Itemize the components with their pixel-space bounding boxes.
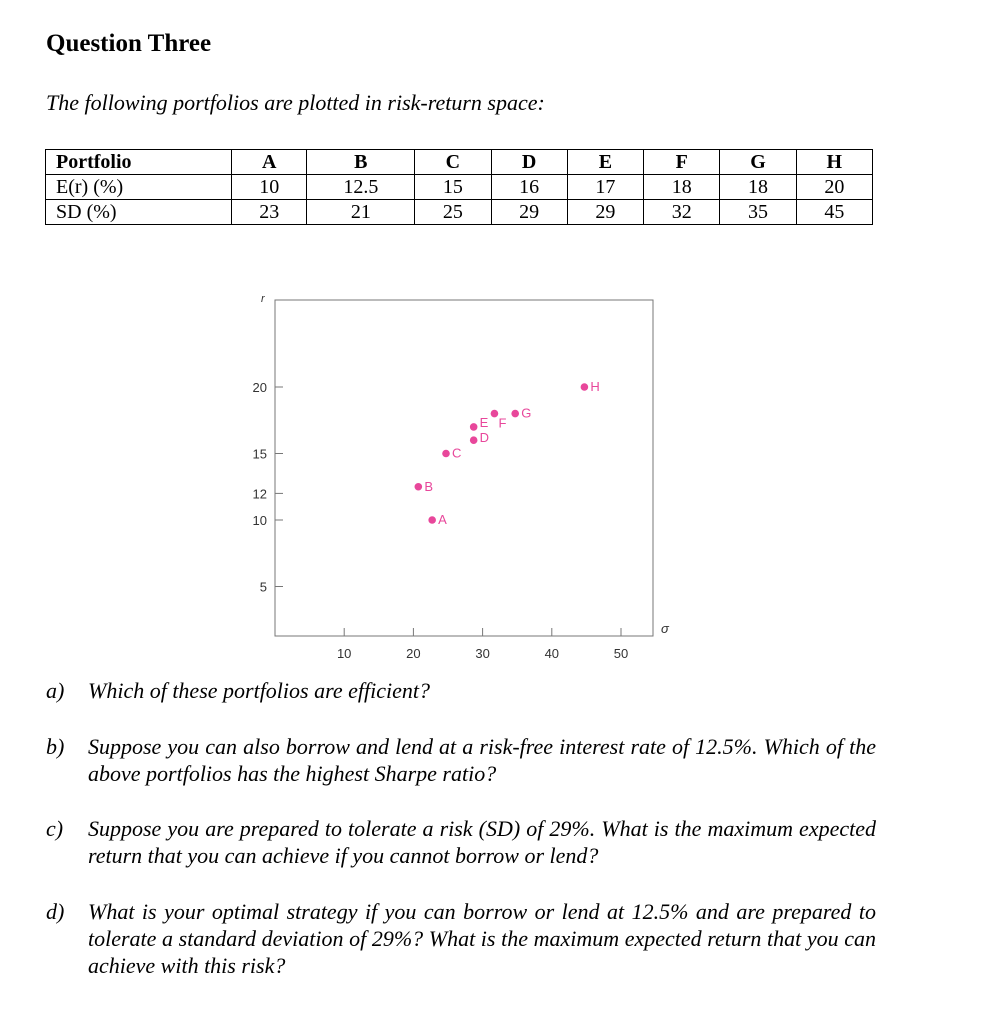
x-tick-label: 40 <box>544 646 560 661</box>
table-cell: 20 <box>796 175 872 200</box>
table-cell: E(r) (%) <box>46 175 232 200</box>
point-label-a: A <box>438 512 447 527</box>
point-g <box>511 410 519 418</box>
x-tick-label: 50 <box>613 646 629 661</box>
y-tick-label: 20 <box>252 380 267 395</box>
table-cell: 29 <box>491 200 567 225</box>
table-cell: 32 <box>644 200 720 225</box>
question-d <box>46 898 876 979</box>
question-c <box>46 815 876 869</box>
table-cell: 29 <box>567 200 643 225</box>
portfolio-table <box>45 149 873 225</box>
table-cell: 45 <box>796 200 872 225</box>
point-label-b: B <box>424 478 433 494</box>
y-tick-label: 10 <box>252 513 267 528</box>
point-f <box>491 410 499 418</box>
point-label-h: H <box>590 379 600 394</box>
header-cell: C <box>415 150 491 175</box>
table-cell: 18 <box>644 175 720 200</box>
table-cell: 15 <box>415 175 491 200</box>
header-cell: H <box>796 150 872 175</box>
header-cell: Portfolio <box>46 150 232 175</box>
question-title: Question Three <box>46 30 212 57</box>
point-label-c: C <box>452 445 462 461</box>
x-tick-label: 20 <box>406 646 421 661</box>
point-c <box>442 450 450 458</box>
table-cell: 21 <box>307 200 415 225</box>
table-cell: 35 <box>720 200 796 225</box>
question-text: Suppose you are prepared to tolerate a risk (SD) of 29%. What is the maximum expected return that you can achieve if you cannot borrow or lend? <box>88 816 876 868</box>
point-d <box>470 436 478 444</box>
question-label: a) <box>46 678 65 703</box>
point-h <box>581 383 589 391</box>
table-cell: 18 <box>720 175 796 200</box>
point-b <box>415 483 423 491</box>
table-cell: 10 <box>232 175 307 200</box>
question-label: b) <box>46 734 65 759</box>
header-cell: G <box>720 150 796 175</box>
header-cell: E <box>567 150 643 175</box>
table-cell: 17 <box>567 175 643 200</box>
point-e <box>470 423 478 431</box>
point-label-g: G <box>521 405 532 421</box>
header-cell: B <box>307 150 415 175</box>
header-cell: D <box>491 150 567 175</box>
question-label: c) <box>46 816 64 841</box>
question-label: d) <box>46 899 65 924</box>
table-header-row <box>46 150 873 175</box>
table-cell: 23 <box>232 200 307 225</box>
table-cell: SD (%) <box>46 200 232 225</box>
x-tick-label: 10 <box>336 646 352 661</box>
table-cell: 25 <box>415 200 491 225</box>
point-a <box>428 516 436 524</box>
question-text: Suppose you can also borrow and lend at a risk-free interest rate of 12.5%. Which of the above portfolios has the highest Sharpe ratio? <box>88 734 876 786</box>
y-tick-label: 15 <box>252 446 267 462</box>
risk-return-chart <box>225 280 685 675</box>
plot-frame <box>275 300 653 636</box>
header-cell: F <box>644 150 720 175</box>
y-tick-label: 12 <box>252 486 267 502</box>
y-axis-label: r <box>261 293 265 305</box>
table-cell: 16 <box>491 175 567 200</box>
question-text: What is your optimal strategy if you can borrow or lend at 12.5% and are prepared to tolerate a standard deviation of 29%? What is the maximum expected return that you can achieve with this risk? <box>88 899 876 978</box>
question-text: Which of these portfolios are efficient? <box>88 678 430 703</box>
table-row <box>46 200 873 225</box>
y-tick-label: 5 <box>259 579 267 595</box>
x-axis-label: σ <box>661 621 669 636</box>
table-row <box>46 175 873 200</box>
x-tick-label: 30 <box>475 646 490 661</box>
point-label-e: E <box>479 414 489 430</box>
table-cell: 12.5 <box>307 175 415 200</box>
question-a <box>46 677 876 704</box>
point-label-f: F <box>498 415 507 431</box>
question-b <box>46 733 876 787</box>
header-cell: A <box>232 150 307 175</box>
intro-text: The following portfolios are plotted in risk-return space: <box>46 90 545 115</box>
point-label-d: D <box>479 430 490 446</box>
